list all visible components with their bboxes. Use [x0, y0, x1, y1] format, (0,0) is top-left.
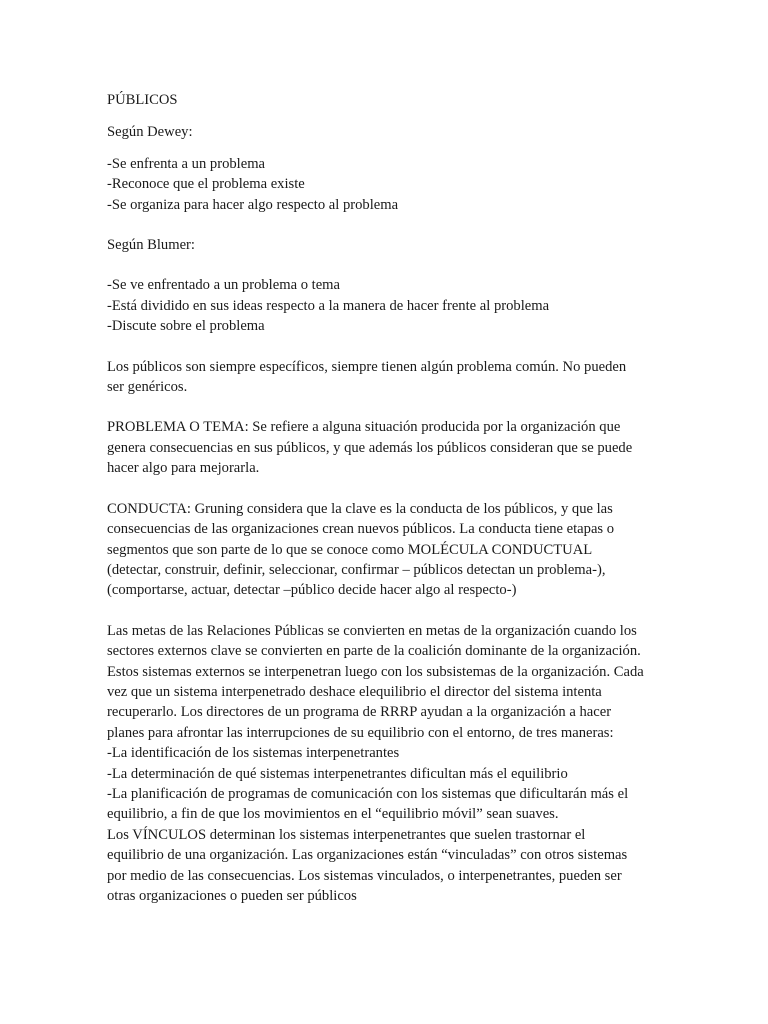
list-item: -Se organiza para hacer algo respecto al problema: [107, 196, 399, 213]
paragraph-line: Los VÍNCULOS determinan los sistemas interpenetrantes que suelen trastornar el: [107, 826, 586, 843]
list-item: -La planificación de programas de comunicación con los sistemas que dificultarán más el: [107, 785, 629, 802]
metas-paragraph: [107, 621, 667, 907]
list-item: -Reconoce que el problema existe: [107, 176, 305, 193]
paragraph-line: Los públicos son siempre específicos, siempre tienen algún problema común. No pueden: [107, 358, 627, 375]
paragraph-line: recuperarlo. Los directores de un programa de RRRP ayudan a la organización a hacer: [107, 704, 612, 721]
blumer-list: [107, 275, 667, 336]
spacer: [107, 479, 667, 499]
paragraph-line: hacer algo para mejorarla.: [107, 460, 260, 477]
publicos-paragraph: [107, 357, 667, 398]
paragraph-line: planes para afrontar las interrupciones de su equilibrio con el entorno, de tres maneras:: [107, 724, 614, 741]
list-item: -Está dividido en sus ideas respecto a la manera de hacer frente al problema: [107, 297, 550, 314]
paragraph-line: vez que un sistema interpenetrado deshace elequilibrio el director del sistema intenta: [107, 683, 602, 700]
paragraph-line: PROBLEMA O TEMA: Se refiere a alguna situación producida por la organización que: [107, 419, 621, 436]
paragraph-line: genera consecuencias en sus públicos, y que además los públicos consideran que se puede: [107, 439, 633, 456]
document-page: [107, 90, 667, 906]
spacer: [107, 337, 667, 357]
dewey-list: [107, 154, 667, 215]
paragraph-line: (comportarse, actuar, detectar –público decide hacer algo al respecto-): [107, 582, 517, 599]
paragraph-line: (detectar, construir, definir, seleccionar, confirmar – públicos detectan un problema-),: [107, 561, 606, 578]
paragraph-line: segmentos que son parte de lo que se conoce como MOLÉCULA CONDUCTUAL: [107, 541, 593, 558]
paragraph-line: por medio de las consecuencias. Los sistemas vinculados, o interpenetrantes, pueden ser: [107, 867, 622, 884]
conducta-paragraph: [107, 499, 667, 601]
paragraph-line: ser genéricos.: [107, 379, 188, 396]
list-item: -Discute sobre el problema: [107, 318, 265, 335]
list-item: -Se enfrenta a un problema: [107, 155, 266, 172]
paragraph-line: otras organizaciones o pueden ser públicos: [107, 888, 357, 904]
paragraph-line: consecuencias de las organizaciones crean nuevos públicos. La conducta tiene etapas o: [107, 521, 615, 538]
list-item: -La identificación de los sistemas interpenetrantes: [107, 745, 400, 762]
dewey-heading: Según Dewey:: [107, 124, 193, 141]
paragraph-line: equilibrio de una organización. Las organizaciones están “vinculadas” con otros sistemas: [107, 847, 628, 864]
spacer: [107, 601, 667, 621]
spacer: [107, 143, 667, 154]
paragraph-line: CONDUCTA: Gruning considera que la clave es la conducta de los públicos, y que las: [107, 500, 613, 517]
spacer: [107, 397, 667, 417]
paragraph-line: equilibrio, a fin de que los movimientos en el “equilibrio móvil” sean suaves.: [107, 806, 559, 823]
paragraph-line: sectores externos clave se convierten en parte de la coalición dominante de la organización.: [107, 643, 641, 660]
spacer: [107, 255, 667, 275]
problema-paragraph: [107, 417, 667, 478]
paragraph-line: Estos sistemas externos se interpenetran luego con los subsistemas de la organización. Cada: [107, 663, 644, 680]
document-title: PÚBLICOS: [107, 92, 178, 108]
list-item: -Se ve enfrentado a un problema o tema: [107, 277, 341, 294]
paragraph-line: Las metas de las Relaciones Públicas se convierten en metas de la organización cuando los: [107, 622, 637, 639]
blumer-heading: Según Blumer:: [107, 237, 195, 254]
list-item: -La determinación de qué sistemas interpenetrantes dificultan más el equilibrio: [107, 765, 568, 782]
spacer: [107, 215, 667, 235]
